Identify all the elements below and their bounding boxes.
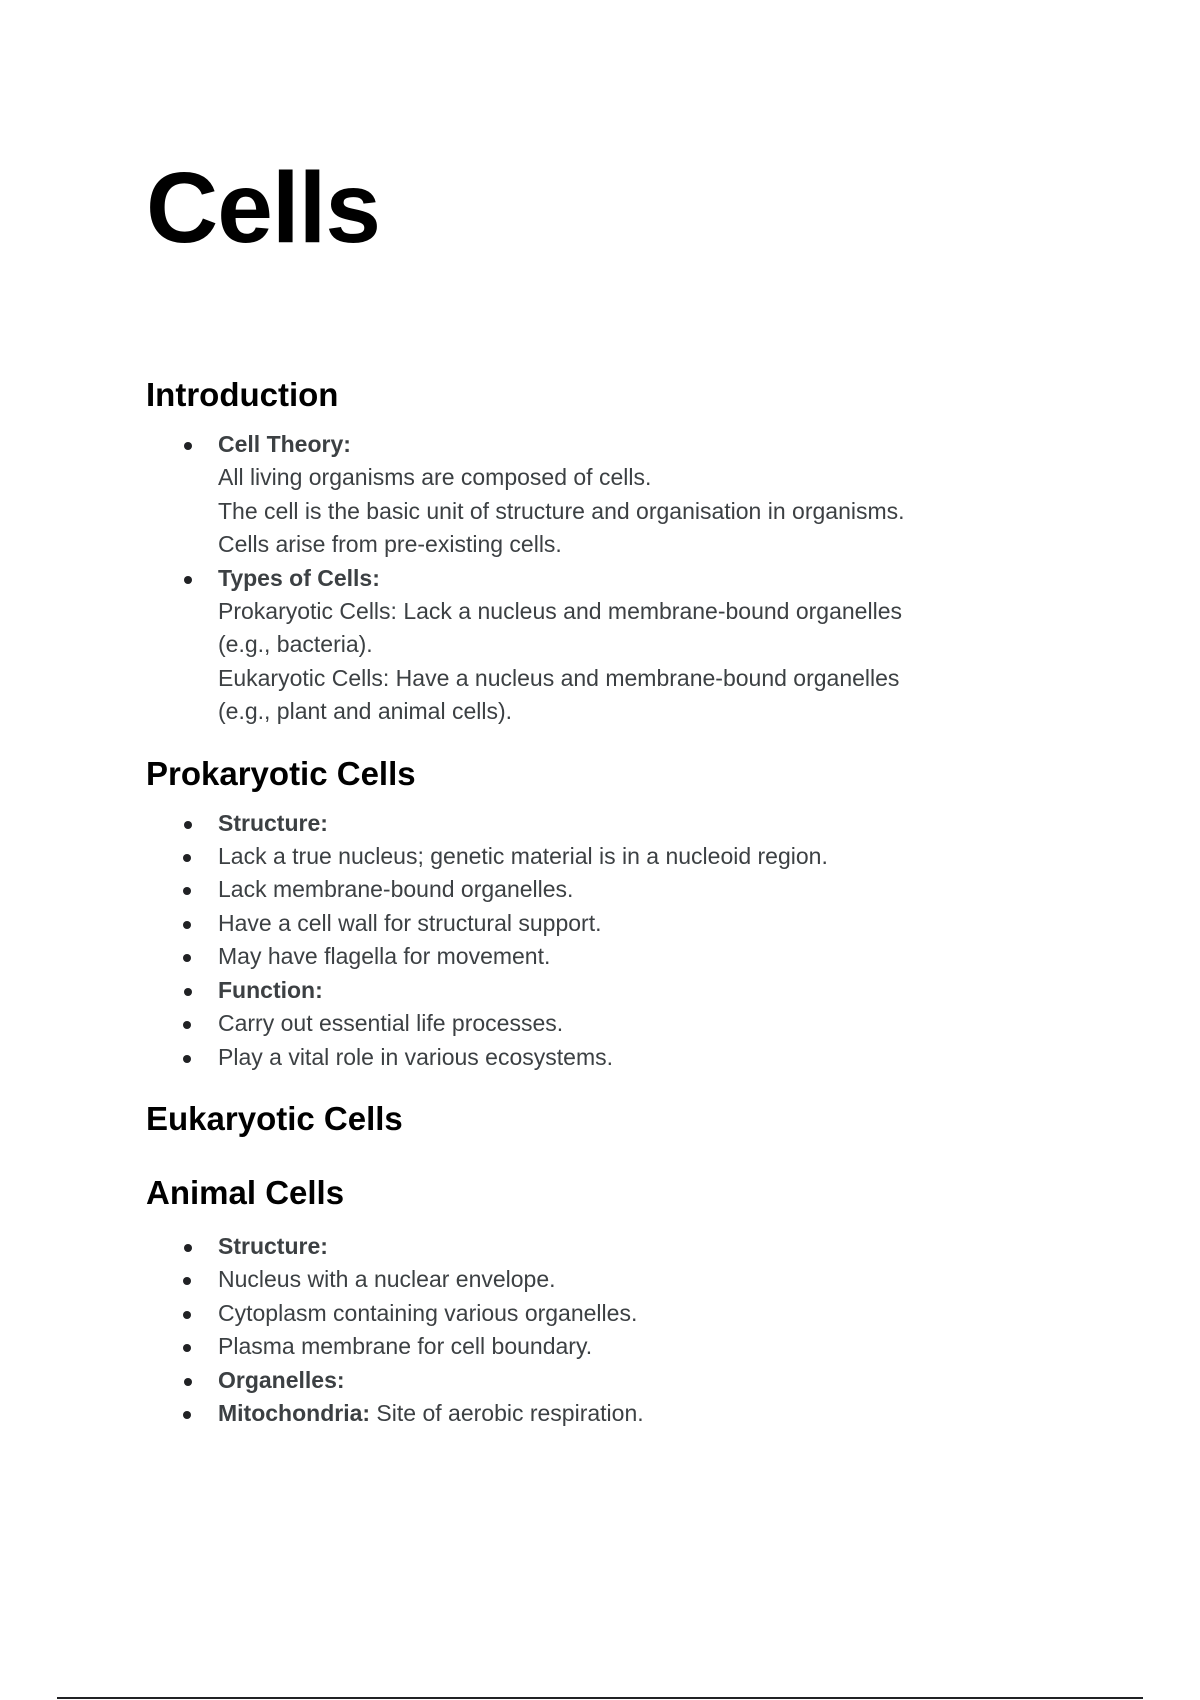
- list-item-structure: [146, 807, 1106, 974]
- text-line: The cell is the basic unit of structure and organisation in organisms.: [218, 497, 905, 524]
- heading-animal-cells: Animal Cells: [146, 1173, 345, 1211]
- list-item-mitochondria: [146, 1397, 1106, 1430]
- section-eukaryotic: [146, 1098, 1106, 1140]
- heading-eukaryotic-cells: Eukaryotic Cells: [146, 1099, 403, 1137]
- mitochondria-text: Site of aerobic respiration.: [370, 1399, 644, 1426]
- list-item: Carry out essential life processes.: [146, 1007, 1106, 1040]
- list-item: Play a vital role in various ecosystems.: [146, 1041, 1106, 1074]
- types-of-cells-lines: [146, 595, 1106, 729]
- text-line: Prokaryotic Cells: Lack a nucleus and membrane-bound organelles (e.g., bacteria).: [218, 598, 902, 658]
- section-animal-cells: [146, 1172, 1106, 1430]
- heading-introduction: Introduction: [146, 376, 339, 413]
- types-of-cells-label: Types of Cells:: [218, 564, 380, 591]
- structure-label: Structure:: [218, 809, 328, 836]
- page-bottom-rule: [57, 1697, 1143, 1699]
- section-prokaryotic: [146, 753, 1106, 1074]
- function-label: Function:: [218, 976, 323, 1003]
- list-item-animal-structure: [146, 1230, 1106, 1364]
- list-item-cell-theory: [146, 428, 1106, 461]
- introduction-list-2: [146, 562, 1106, 595]
- list-item-types-of-cells: [146, 562, 1106, 595]
- cell-theory-lines: [146, 461, 1106, 561]
- introduction-list: [146, 428, 1106, 461]
- organelles-label: Organelles:: [218, 1366, 345, 1393]
- list-item: Nucleus with a nuclear envelope.: [146, 1263, 1106, 1296]
- list-item: May have flagella for movement.: [146, 940, 1106, 973]
- document-title: Cells: [146, 152, 381, 264]
- mitochondria-term: Mitochondria:: [218, 1399, 371, 1426]
- list-item: Lack membrane-bound organelles.: [146, 873, 1106, 906]
- animal-list: [146, 1230, 1106, 1430]
- structure-sublist: [146, 840, 1106, 974]
- list-item-organelles: [146, 1364, 1106, 1431]
- list-item: Cytoplasm containing various organelles.: [146, 1297, 1106, 1330]
- animal-structure-label: Structure:: [218, 1232, 328, 1259]
- section-introduction: [146, 374, 1106, 729]
- list-item: Have a cell wall for structural support.: [146, 907, 1106, 940]
- text-line: Cells arise from pre-existing cells.: [218, 531, 562, 558]
- text-line: All living organisms are composed of cells.: [218, 464, 652, 491]
- document-page: [146, 148, 1106, 1430]
- prokaryotic-list: [146, 807, 1106, 1074]
- list-item-function: [146, 974, 1106, 1074]
- list-item: Lack a true nucleus; genetic material is in a nucleoid region.: [146, 840, 1106, 873]
- text-line: Eukaryotic Cells: Have a nucleus and membrane-bound organelles (e.g., plant and animal cells).: [218, 664, 900, 725]
- heading-prokaryotic-cells: Prokaryotic Cells: [146, 754, 416, 792]
- cell-theory-label: Cell Theory:: [218, 431, 351, 457]
- animal-structure-sublist: [146, 1263, 1106, 1363]
- organelles-sublist: [146, 1397, 1106, 1430]
- list-item: Plasma membrane for cell boundary.: [146, 1330, 1106, 1363]
- function-sublist: [146, 1007, 1106, 1074]
